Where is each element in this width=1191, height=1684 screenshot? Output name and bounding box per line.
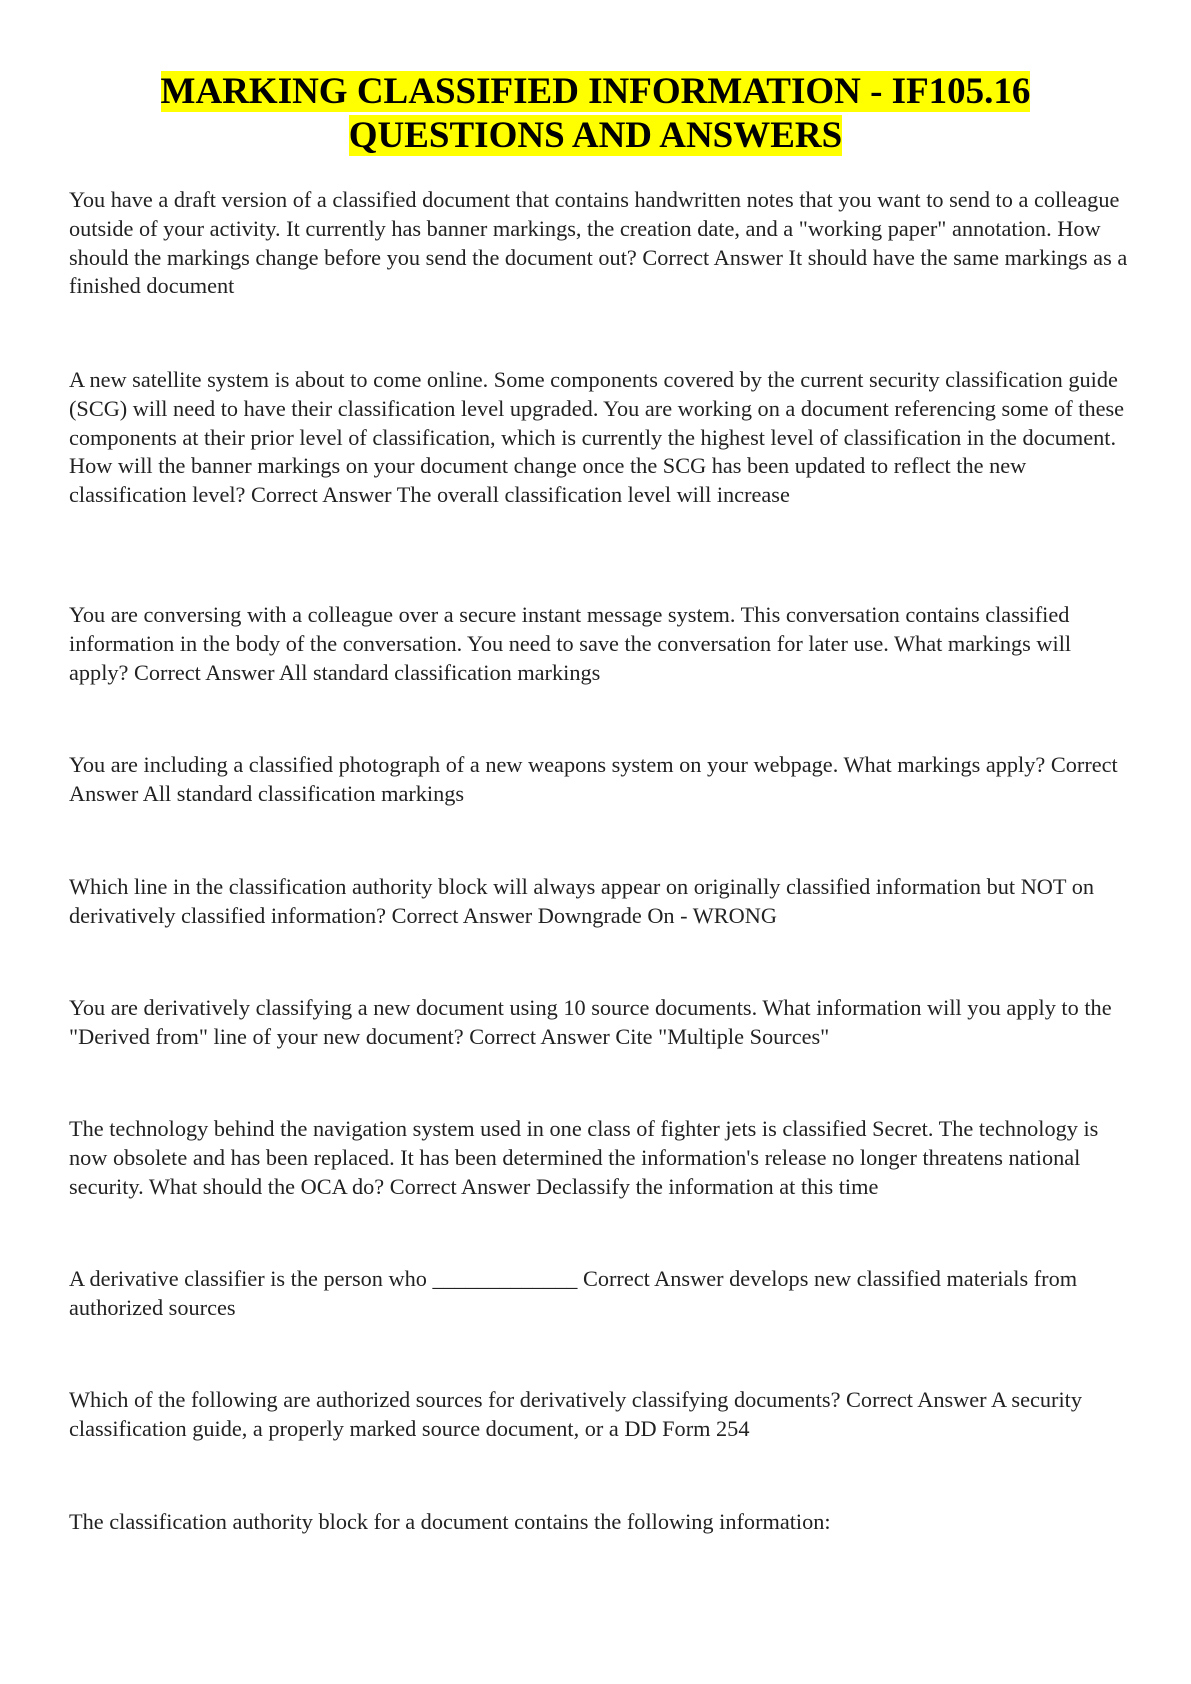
question-text: The technology behind the navigation system used in one class of fighter jets is classified Secret. The technology is now obsolete and has been replaced. It has been determined the information's release no longer threatens national security. What should the OCA do? — [69, 1116, 1099, 1199]
qa-item-1 — [69, 186, 1129, 301]
qa-item-10 — [69, 1508, 1129, 1537]
answer-text: develops new classified materials from authorized sources — [69, 1266, 1078, 1320]
answer-text: It should have the same markings as a finished document — [69, 244, 1128, 299]
answer-text: Downgrade On - WRONG — [537, 902, 777, 928]
question-text: A new satellite system is about to come online. Some components covered by the current security classification guide (SCG) will need to have their classification level upgraded. You are working on a document referencing some of these components at their prior level of classification, which is currently the highest level of classification in the document. How will the banner markings on your document change once the SCG has been updated to reflect the new classification level? — [69, 367, 1125, 508]
answer-label: Correct Answer — [391, 902, 533, 928]
question-text: You are conversing with a colleague over a secure instant message system. This conversation contains classified information in the body of the conversation. You need to save the conversation for later use. What markings will apply? — [69, 602, 1072, 685]
answer-text: The overall classification level will increase — [396, 482, 790, 508]
question-text: You have a draft version of a classified document that contains handwritten notes that you want to send to a colleague outside of your activity. It currently has banner markings, the creation date, and a "working paper" annotation. How should the markings change before you send the document out? — [69, 187, 1120, 270]
qa-item-3 — [69, 601, 1129, 687]
answer-label: Correct Answer — [251, 482, 392, 508]
answer-label: Correct Answer — [469, 1023, 610, 1049]
title-line-2: QUESTIONS AND ANSWERS — [348, 115, 843, 156]
answer-label: Correct Answer — [642, 244, 783, 270]
qa-item-4 — [69, 751, 1129, 809]
answer-text: All standard classification markings — [142, 780, 465, 806]
answer-label: Correct Answer — [846, 1387, 987, 1412]
answer-label: Correct Answer — [389, 1173, 531, 1199]
qa-item-5 — [69, 873, 1129, 931]
question-text: Which line in the classification authority block will always appear on originally classified information but NOT on derivatively classified information? — [69, 874, 1094, 928]
qa-item-6 — [69, 994, 1129, 1052]
question-text: You are including a classified photograph of a new weapons system on your webpage. What markings apply? — [69, 752, 1046, 777]
answer-text: Declassify the information at this time — [535, 1173, 879, 1199]
qa-item-7 — [69, 1115, 1129, 1201]
document-title — [60, 70, 1131, 158]
answer-text: Cite "Multiple Sources" — [615, 1023, 830, 1049]
qa-item-9 — [69, 1386, 1129, 1444]
title-line-1: MARKING CLASSIFIED INFORMATION - IF105.16 — [160, 71, 1031, 112]
qa-item-2 — [69, 366, 1129, 510]
question-text: You are derivatively classifying a new document using 10 source documents. What information will you apply to the "Derived from" line of your new document? — [69, 995, 1112, 1049]
answer-label: Correct Answer — [134, 659, 275, 685]
answer-text: A security classification guide, a properly marked source document, or a DD Form 254 — [69, 1387, 1082, 1441]
question-text: A derivative classifier is the person who _____________ — [69, 1266, 578, 1291]
question-text: Which of the following are authorized sources for derivatively classifying documents? — [69, 1387, 841, 1412]
answer-text: All standard classification markings — [278, 659, 601, 685]
answer-label: Correct Answer — [69, 752, 1118, 806]
answer-label: Correct Answer — [582, 1266, 724, 1291]
question-text: The classification authority block for a document contains the following information: — [69, 1509, 831, 1534]
qa-item-8 — [69, 1265, 1129, 1323]
